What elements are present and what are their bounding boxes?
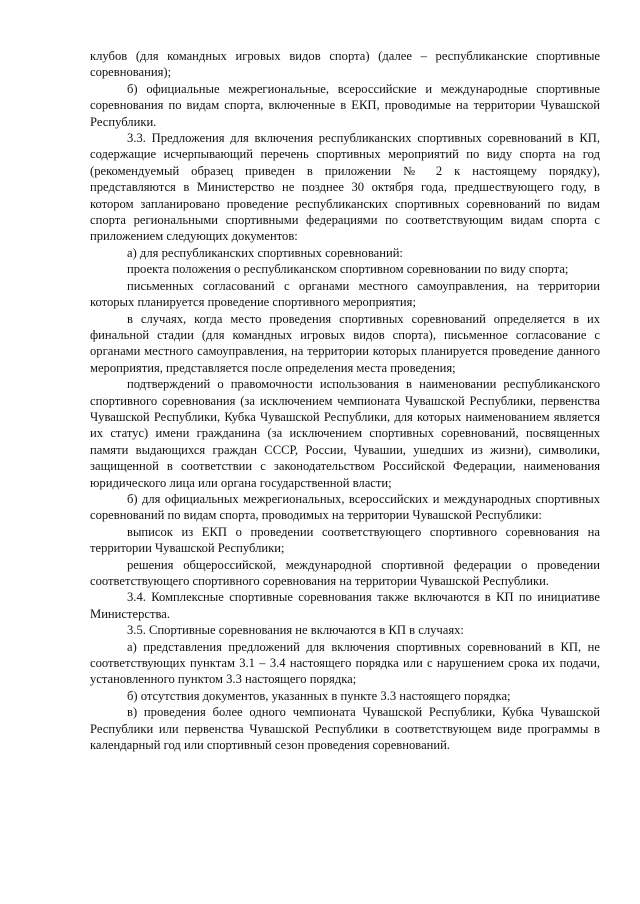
paragraph-confirmations: подтверждений о правомочности использования в наименовании республиканского спортивного соревнования (за исключением чемпионата Чувашской Республики, первенства Чувашской Республики, Кубка Чувашской Республики, для которых наименованием является их статус) имени гражданина (за исключением спортивных соревнований, посвященных памяти выдающихся граждан СССР, России, Чувашии, ушедших из жизни), символики, защищенной в соответствии с законодательством Российской Федерации, наименования юридического лица или органа государственной власти;: [90, 377, 600, 490]
paragraph-3-5: 3.5. Спортивные соревнования не включаются в КП в случаях:: [127, 623, 464, 638]
paragraph-ekp-extracts: выписок из ЕКП о проведении соответствующего спортивного соревнования на территории Чувашской Республики;: [90, 524, 600, 556]
paragraph-item-b-official-competitions: б) официальные межрегиональные, всероссийские и международные спортивные соревнования по видам спорта, включенные в ЕКП, проводимые на территории Чувашской Республики.: [90, 81, 600, 129]
paragraph-3-5-item-b: б) отсутствия документов, указанных в пункте 3.3 настоящего порядка;: [127, 688, 511, 703]
paragraph-written-approvals: письменных согласований с органами местного самоуправления, на территории которых планируется проведение спортивного мероприятия;: [90, 278, 600, 310]
paragraph-continuation: клубов (для командных игровых видов спорта) (далее – республиканские спортивные соревнования);: [90, 49, 600, 80]
paragraph-federation-decisions: решения общероссийской, международной спортивной федерации о проведении соответствующего спортивного соревнования на территории Чувашской Республики.: [90, 557, 600, 588]
paragraph-3-5-item-v: в) проведения более одного чемпионата Чувашской Республики, Кубка Чувашской Республики или первенства Чувашской Республики в соответствующем виде программы в календарный год или спортивный сезон проведения соревнований.: [90, 705, 600, 753]
paragraph-final-stage-cases: в случаях, когда место проведения спортивных соревнований определяется в их финальной стадии (для командных игровых видов спорта), письменное согласование с органами местного самоуправления, на территории которых планируется проведение данного мероприятия, представляется после определения места проведения;: [90, 311, 600, 375]
paragraph-item-a: а) для республиканских спортивных соревнований:: [127, 245, 403, 260]
paragraph-3-5-item-a: а) представления предложений для включения спортивных соревнований в КП, не соответствующих пунктам 3.1 – 3.4 настоящего порядка или с нарушением срока их подачи, установленного пунктом 3.3 настоящего порядка;: [90, 639, 600, 687]
paragraph-draft-regulation: проекта положения о республиканском спортивном соревновании по виду спорта;: [127, 262, 569, 277]
paragraph-item-b-interregional: б) для официальных межрегиональных, всероссийских и международных спортивных соревнований по видам спорта, проводимых на территории Чувашской Республики:: [90, 491, 600, 523]
document-page: [90, 48, 600, 753]
paragraph-3-4: 3.4. Комплексные спортивные соревнования также включаются в КП по инициативе Министерства.: [90, 590, 600, 621]
paragraph-3-3: 3.3. Предложения для включения республиканских спортивных соревнований в КП, содержащие исчерпывающий перечень спортивных мероприятий по виду спорта на год (рекомендуемый образец приведен в приложении № 2 к настоящему порядку), представляются в Министерство не позднее 30 октября года, предшествующего году, в котором запланировано проведение республиканских спортивных соревнований по видам спорта региональными спортивными федерациями по соответствующим видам спорта с приложением следующих документов:: [90, 131, 600, 244]
